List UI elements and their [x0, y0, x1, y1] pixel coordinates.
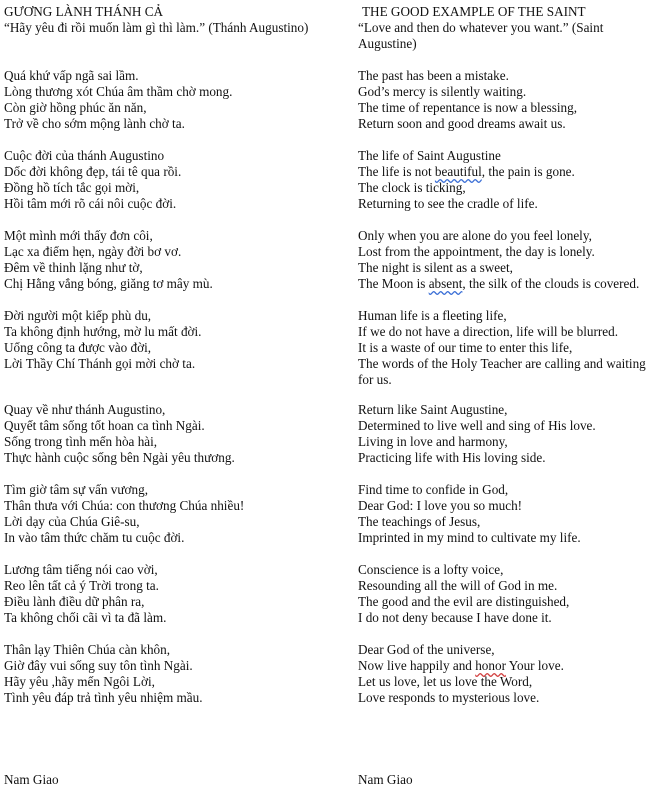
poem-line: Reo lên tất cả ý Trời trong ta. [4, 578, 159, 593]
poem-line: Returning to see the cradle of life. [358, 196, 538, 211]
poem-line: Let us love, let us love the Word, [358, 674, 533, 689]
poem-line: Chị Hằng vắng bóng, giăng tơ mây mù. [4, 276, 213, 291]
poem-line: The good and the evil are distinguished, [358, 594, 570, 609]
poem-line: The life of Saint Augustine [358, 148, 501, 163]
poem-line: Lòng thương xót Chúa âm thầm chờ mong. [4, 84, 233, 99]
poem-line: The teachings of Jesus, [358, 514, 481, 529]
poem-line: Lời Thầy Chí Thánh gọi mời chờ ta. [4, 356, 196, 371]
poem-line: Dear God of the universe, [358, 642, 495, 657]
poem-line: The past has been a mistake. [358, 68, 509, 83]
stanza-vn-7 [4, 562, 344, 626]
poem-line: Tình yêu đáp trả tình yêu nhiệm mầu. [4, 690, 203, 705]
stanza-en-3 [358, 228, 664, 292]
poem-line: Only when you are alone do you feel lonely, [358, 228, 592, 243]
poem-line: Giờ đây vui sống suy tôn tình Ngài. [4, 658, 193, 673]
poem-line: Sống trong tình mến hòa hài, [4, 434, 158, 449]
poem-line: The time of repentance is now a blessing, [358, 100, 577, 115]
poem-line: Lạc xa điểm hẹn, ngày đời bơ vơ. [4, 244, 182, 259]
poem-line: I do not deny because I have done it. [358, 610, 552, 625]
poem-line: The Moon is absent, the silk of the clouds is covered. [358, 276, 640, 291]
poem-line: Return like Saint Augustine, [358, 402, 508, 417]
poem-line: Human life is a fleeting life, [358, 308, 507, 323]
poem-line: Điều lành điều dữ phân ra, [4, 594, 145, 609]
poem-line: The words of the Holy Teacher are calling and waiting for us. [358, 356, 646, 387]
author-signature-english: Nam Giao [358, 772, 413, 787]
spellcheck-underline: beautiful [434, 164, 482, 179]
poem-line: God’s mercy is silently waiting. [358, 84, 527, 99]
poem-title-vietnamese: GƯƠNG LÀNH THÁNH CẢ [4, 4, 164, 19]
poem-line: Thực hành cuộc sống bên Ngài yêu thương. [4, 450, 235, 465]
poem-line: Lời dạy của Chúa Giê-su, [4, 514, 140, 529]
poem-line: Resounding all the will of God in me. [358, 578, 558, 593]
epigraph-english: “Love and then do whatever you want.” (Saint Augustine) [358, 20, 604, 51]
poem-line: Dốc đời không đẹp, tái tê qua rồi. [4, 164, 182, 179]
stanza-vn-4 [4, 308, 344, 372]
poem-line: Return soon and good dreams await us. [358, 116, 566, 131]
poem-line: Hồi tâm mới rõ cái nôi cuộc đời. [4, 196, 177, 211]
stanza-vn-3 [4, 228, 344, 292]
poem-line: Love responds to mysterious love. [358, 690, 540, 705]
poem-line: Dear God: I love you so much! [358, 498, 523, 513]
stanza-en-2 [358, 148, 664, 212]
poem-line: Conscience is a lofty voice, [358, 562, 504, 577]
poem-line: Cuộc đời của thánh Augustino [4, 148, 165, 163]
poem-line: The clock is ticking, [358, 180, 466, 195]
poem-line: Ta không định hướng, mờ lu mất đời. [4, 324, 202, 339]
poem-line: It is a waste of our time to enter this life, [358, 340, 573, 355]
vietnamese-column [4, 4, 344, 706]
english-column [358, 4, 664, 706]
poem-line: Thân lạy Thiên Chúa càn khôn, [4, 642, 171, 657]
stanza-en-5 [358, 402, 664, 466]
poem-line: Imprinted in my mind to cultivate my life. [358, 530, 581, 545]
poem-line: Practicing life with His loving side. [358, 450, 546, 465]
stanza-vn-6 [4, 482, 344, 546]
stanza-en-6 [358, 482, 664, 546]
poem-line: Còn giờ hồng phúc ăn năn, [4, 100, 147, 115]
poem-line: Tìm giờ tâm sự vấn vương, [4, 482, 148, 497]
poem-line: Find time to confide in God, [358, 482, 509, 497]
poem-line: The life is not beautiful, the pain is gone. [358, 164, 575, 179]
poem-line: Thân thưa với Chúa: con thương Chúa nhiều! [4, 498, 245, 513]
poem-line: Một mình mới thấy đơn côi, [4, 228, 153, 243]
author-signature-vietnamese: Nam Giao [4, 772, 59, 787]
spellcheck-underline: absent [428, 276, 463, 291]
poem-line: Uổng công ta được vào đời, [4, 340, 152, 355]
stanza-en-1 [358, 68, 664, 132]
stanza-vn-1 [4, 68, 344, 132]
poem-line: Lương tâm tiếng nói cao vời, [4, 562, 158, 577]
poem-line: Quá khứ vấp ngã sai lầm. [4, 68, 139, 83]
poem-line: Now live happily and honor Your love. [358, 658, 564, 673]
poem-line: If we do not have a direction, life will be blurred. [358, 324, 618, 339]
stanza-en-4 [358, 308, 664, 388]
poem-line: Trở về cho sớm mộng lành chờ ta. [4, 116, 185, 131]
poem-line: Living in love and harmony, [358, 434, 508, 449]
spellcheck-underline: honor [475, 658, 506, 673]
poem-line: Lost from the appointment, the day is lonely. [358, 244, 595, 259]
poem-line: Đêm về thinh lặng như tờ, [4, 260, 143, 275]
stanza-vn-5 [4, 402, 344, 466]
poem-line: The night is silent as a sweet, [358, 260, 513, 275]
epigraph-vietnamese: “Hãy yêu đi rồi muốn làm gì thì làm.” (Thánh Augustino) [4, 20, 309, 35]
poem-title-english: THE GOOD EXAMPLE OF THE SAINT [362, 4, 586, 19]
poem-line: Quyết tâm sống tốt hoan ca tình Ngài. [4, 418, 205, 433]
stanza-en-7 [358, 562, 664, 626]
poem-line: Determined to live well and sing of His love. [358, 418, 596, 433]
poem-line: Hãy yêu ,hãy mến Ngôi Lời, [4, 674, 155, 689]
poem-line: Đời người một kiếp phù du, [4, 308, 152, 323]
poem-line: In vào tâm thức chăm tu cuộc đời. [4, 530, 185, 545]
stanza-vn-2 [4, 148, 344, 212]
poem-line: Ta không chối cãi vì ta đã làm. [4, 610, 167, 625]
poem-line: Đồng hồ tích tắc gọi mời, [4, 180, 140, 195]
poem-line: Quay về như thánh Augustino, [4, 402, 166, 417]
stanza-vn-8 [4, 642, 344, 706]
stanza-en-8 [358, 642, 664, 706]
